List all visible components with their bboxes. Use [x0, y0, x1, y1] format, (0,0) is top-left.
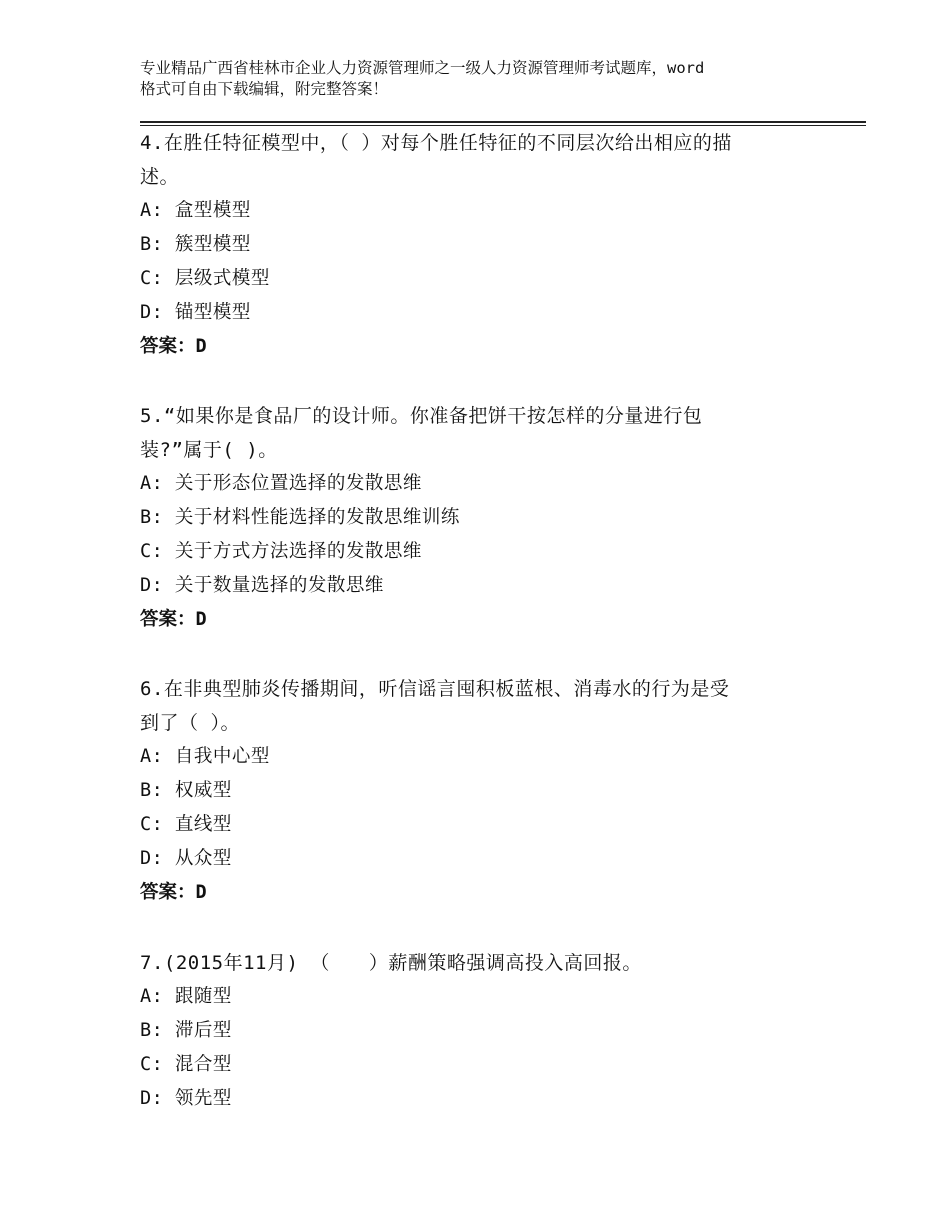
option-c: C: 层级式模型: [140, 268, 270, 289]
header-line-2: 格式可自由下载编辑，附完整答案！: [140, 80, 389, 98]
option-b: B: 滞后型: [140, 1020, 232, 1041]
question-stem: 6.在非典型肺炎传播期间，听信谣言囤积板蓝根、消毒水的行为是受: [140, 678, 730, 700]
option-a: A: 自我中心型: [140, 746, 270, 767]
option-b: B: 关于材料性能选择的发散思维训练: [140, 507, 460, 528]
option-c: C: 关于方式方法选择的发散思维: [140, 541, 422, 562]
option-d: D: 锚型模型: [140, 302, 251, 323]
question-7: [140, 946, 840, 1116]
option-a: A: 关于形态位置选择的发散思维: [140, 473, 422, 494]
option-c: C: 直线型: [140, 814, 232, 835]
question-stem: 7.(2015年11月) （ ）薪酬策略强调高投入高回报。: [140, 952, 642, 974]
header-line-1: 专业精品广西省桂林市企业人力资源管理师之一级人力资源管理师考试题库，word: [140, 59, 705, 77]
answer: 答案：D: [140, 609, 207, 630]
option-a: A: 跟随型: [140, 986, 232, 1007]
question-5: [140, 399, 840, 637]
question-stem: 4.在胜任特征模型中，（ ）对每个胜任特征的不同层次给出相应的描: [140, 132, 732, 154]
option-b: B: 权威型: [140, 780, 232, 801]
question-4: [140, 126, 840, 364]
header-divider-thick: [140, 121, 866, 123]
option-d: D: 领先型: [140, 1088, 232, 1109]
question-stem: 5.“如果你是食品厂的设计师。你准备把饼干按怎样的分量进行包: [140, 405, 703, 427]
answer: 答案：D: [140, 882, 207, 903]
question-stem-cont: 装?”属于( )。: [140, 439, 278, 461]
answer: 答案：D: [140, 336, 207, 357]
option-d: D: 从众型: [140, 848, 232, 869]
document-header: [140, 58, 830, 100]
option-c: C: 混合型: [140, 1054, 232, 1075]
option-a: A: 盒型模型: [140, 200, 251, 221]
option-b: B: 簇型模型: [140, 234, 251, 255]
question-6: [140, 672, 840, 910]
question-stem-cont: 述。: [140, 166, 180, 188]
question-stem-cont: 到了（ ）。: [140, 712, 240, 734]
option-d: D: 关于数量选择的发散思维: [140, 575, 384, 596]
